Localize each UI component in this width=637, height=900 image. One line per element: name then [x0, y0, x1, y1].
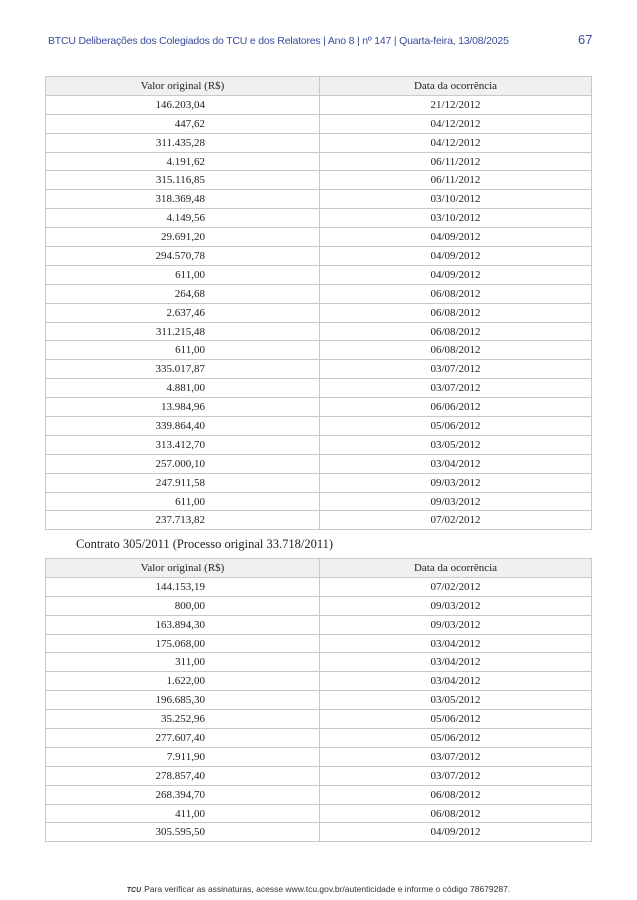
table-row [46, 577, 592, 596]
date-cell: 06/08/2012 [320, 303, 592, 322]
table-row [46, 634, 592, 653]
date-cell: 03/04/2012 [320, 634, 592, 653]
table-row [46, 691, 592, 710]
value-cell: 611,00 [46, 492, 320, 511]
table-row [46, 766, 592, 785]
value-cell: 264,68 [46, 284, 320, 303]
date-cell: 03/07/2012 [320, 766, 592, 785]
table-row [46, 284, 592, 303]
date-cell: 04/12/2012 [320, 133, 592, 152]
table-row [46, 341, 592, 360]
value-cell: 339.864,40 [46, 417, 320, 436]
value-cell: 1.622,00 [46, 672, 320, 691]
value-cell: 800,00 [46, 596, 320, 615]
page-number: 67 [578, 32, 593, 47]
date-cell: 07/02/2012 [320, 511, 592, 530]
table-row [46, 322, 592, 341]
column-header-date: Data da ocorrência [320, 559, 592, 578]
date-cell: 03/04/2012 [320, 653, 592, 672]
value-cell: 335.017,87 [46, 360, 320, 379]
verification-footer [0, 884, 637, 894]
value-cell: 163.894,30 [46, 615, 320, 634]
value-cell: 311.215,48 [46, 322, 320, 341]
date-cell: 04/12/2012 [320, 114, 592, 133]
value-cell: 35.252,96 [46, 710, 320, 729]
value-cell: 315.116,85 [46, 171, 320, 190]
table-row [46, 209, 592, 228]
value-cell: 2.637,46 [46, 303, 320, 322]
table-row [46, 729, 592, 748]
date-cell: 03/04/2012 [320, 454, 592, 473]
date-cell: 09/03/2012 [320, 492, 592, 511]
table-row [46, 492, 592, 511]
date-cell: 21/12/2012 [320, 95, 592, 114]
date-cell: 03/07/2012 [320, 379, 592, 398]
value-cell: 247.911,58 [46, 473, 320, 492]
value-cell: 311,00 [46, 653, 320, 672]
date-cell: 03/07/2012 [320, 747, 592, 766]
value-cell: 278.857,40 [46, 766, 320, 785]
table-row [46, 615, 592, 634]
value-cell: 611,00 [46, 265, 320, 284]
table-row [46, 228, 592, 247]
value-cell: 4.191,62 [46, 152, 320, 171]
value-cell: 196.685,30 [46, 691, 320, 710]
date-cell: 06/08/2012 [320, 284, 592, 303]
date-cell: 06/08/2012 [320, 785, 592, 804]
value-cell: 447,62 [46, 114, 320, 133]
value-cell: 611,00 [46, 341, 320, 360]
date-cell: 09/03/2012 [320, 596, 592, 615]
table-row [46, 303, 592, 322]
table-row [46, 417, 592, 436]
column-header-value: Valor original (R$) [46, 559, 320, 578]
value-cell: 318.369,48 [46, 190, 320, 209]
table-row [46, 190, 592, 209]
value-cell: 313.412,70 [46, 435, 320, 454]
table-row [46, 171, 592, 190]
table-row [46, 823, 592, 842]
table-row [46, 672, 592, 691]
table-row [46, 473, 592, 492]
value-cell: 13.984,96 [46, 398, 320, 417]
date-cell: 03/07/2012 [320, 360, 592, 379]
value-cell: 146.203,04 [46, 95, 320, 114]
date-cell: 05/06/2012 [320, 710, 592, 729]
value-cell: 237.713,82 [46, 511, 320, 530]
values-table-1 [45, 76, 592, 530]
table-row [46, 653, 592, 672]
date-cell: 09/03/2012 [320, 473, 592, 492]
date-cell: 06/06/2012 [320, 398, 592, 417]
date-cell: 06/08/2012 [320, 322, 592, 341]
value-cell: 305.595,50 [46, 823, 320, 842]
value-cell: 7.911,90 [46, 747, 320, 766]
tcu-logo-icon: TCU [126, 887, 142, 894]
date-cell: 03/10/2012 [320, 209, 592, 228]
table-row [46, 398, 592, 417]
date-cell: 06/08/2012 [320, 804, 592, 823]
table-row [46, 247, 592, 266]
contract-caption: Contrato 305/2011 (Processo original 33.718/2011) [76, 537, 334, 551]
value-cell: 4.881,00 [46, 379, 320, 398]
values-table-2 [45, 558, 592, 842]
value-cell: 268.394,70 [46, 785, 320, 804]
table-row [46, 379, 592, 398]
value-cell: 277.607,40 [46, 729, 320, 748]
date-cell: 03/05/2012 [320, 435, 592, 454]
date-cell: 06/11/2012 [320, 152, 592, 171]
value-cell: 257.000,10 [46, 454, 320, 473]
date-cell: 06/11/2012 [320, 171, 592, 190]
column-header-value: Valor original (R$) [46, 77, 320, 96]
table-row [46, 710, 592, 729]
table-row [46, 265, 592, 284]
table-row [46, 114, 592, 133]
value-cell: 294.570,78 [46, 247, 320, 266]
date-cell: 04/09/2012 [320, 265, 592, 284]
footer-text: Para verificar as assinaturas, acesse www.tcu.gov.br/autenticidade e informe o código 78679287. [144, 884, 511, 894]
value-cell: 144.153,19 [46, 577, 320, 596]
value-cell: 29.691,20 [46, 228, 320, 247]
value-cell: 311.435,28 [46, 133, 320, 152]
table-row [46, 596, 592, 615]
date-cell: 03/10/2012 [320, 190, 592, 209]
table-row [46, 454, 592, 473]
table-row [46, 360, 592, 379]
date-cell: 07/02/2012 [320, 577, 592, 596]
table-row [46, 511, 592, 530]
value-cell: 4.149,56 [46, 209, 320, 228]
date-cell: 03/04/2012 [320, 672, 592, 691]
value-cell: 175.068,00 [46, 634, 320, 653]
running-header: BTCU Deliberações dos Colegiados do TCU e dos Relatores | Ano 8 | nº 147 | Quarta-feira, 13/08/2025 [48, 35, 509, 47]
column-header-date: Data da ocorrência [320, 77, 592, 96]
table-row [46, 95, 592, 114]
table-row [46, 747, 592, 766]
date-cell: 05/06/2012 [320, 417, 592, 436]
date-cell: 04/09/2012 [320, 247, 592, 266]
date-cell: 04/09/2012 [320, 823, 592, 842]
value-cell: 411,00 [46, 804, 320, 823]
table-row [46, 152, 592, 171]
table-row [46, 435, 592, 454]
date-cell: 05/06/2012 [320, 729, 592, 748]
date-cell: 03/05/2012 [320, 691, 592, 710]
table-row [46, 785, 592, 804]
date-cell: 09/03/2012 [320, 615, 592, 634]
date-cell: 04/09/2012 [320, 228, 592, 247]
table-row [46, 133, 592, 152]
table-row [46, 804, 592, 823]
date-cell: 06/08/2012 [320, 341, 592, 360]
